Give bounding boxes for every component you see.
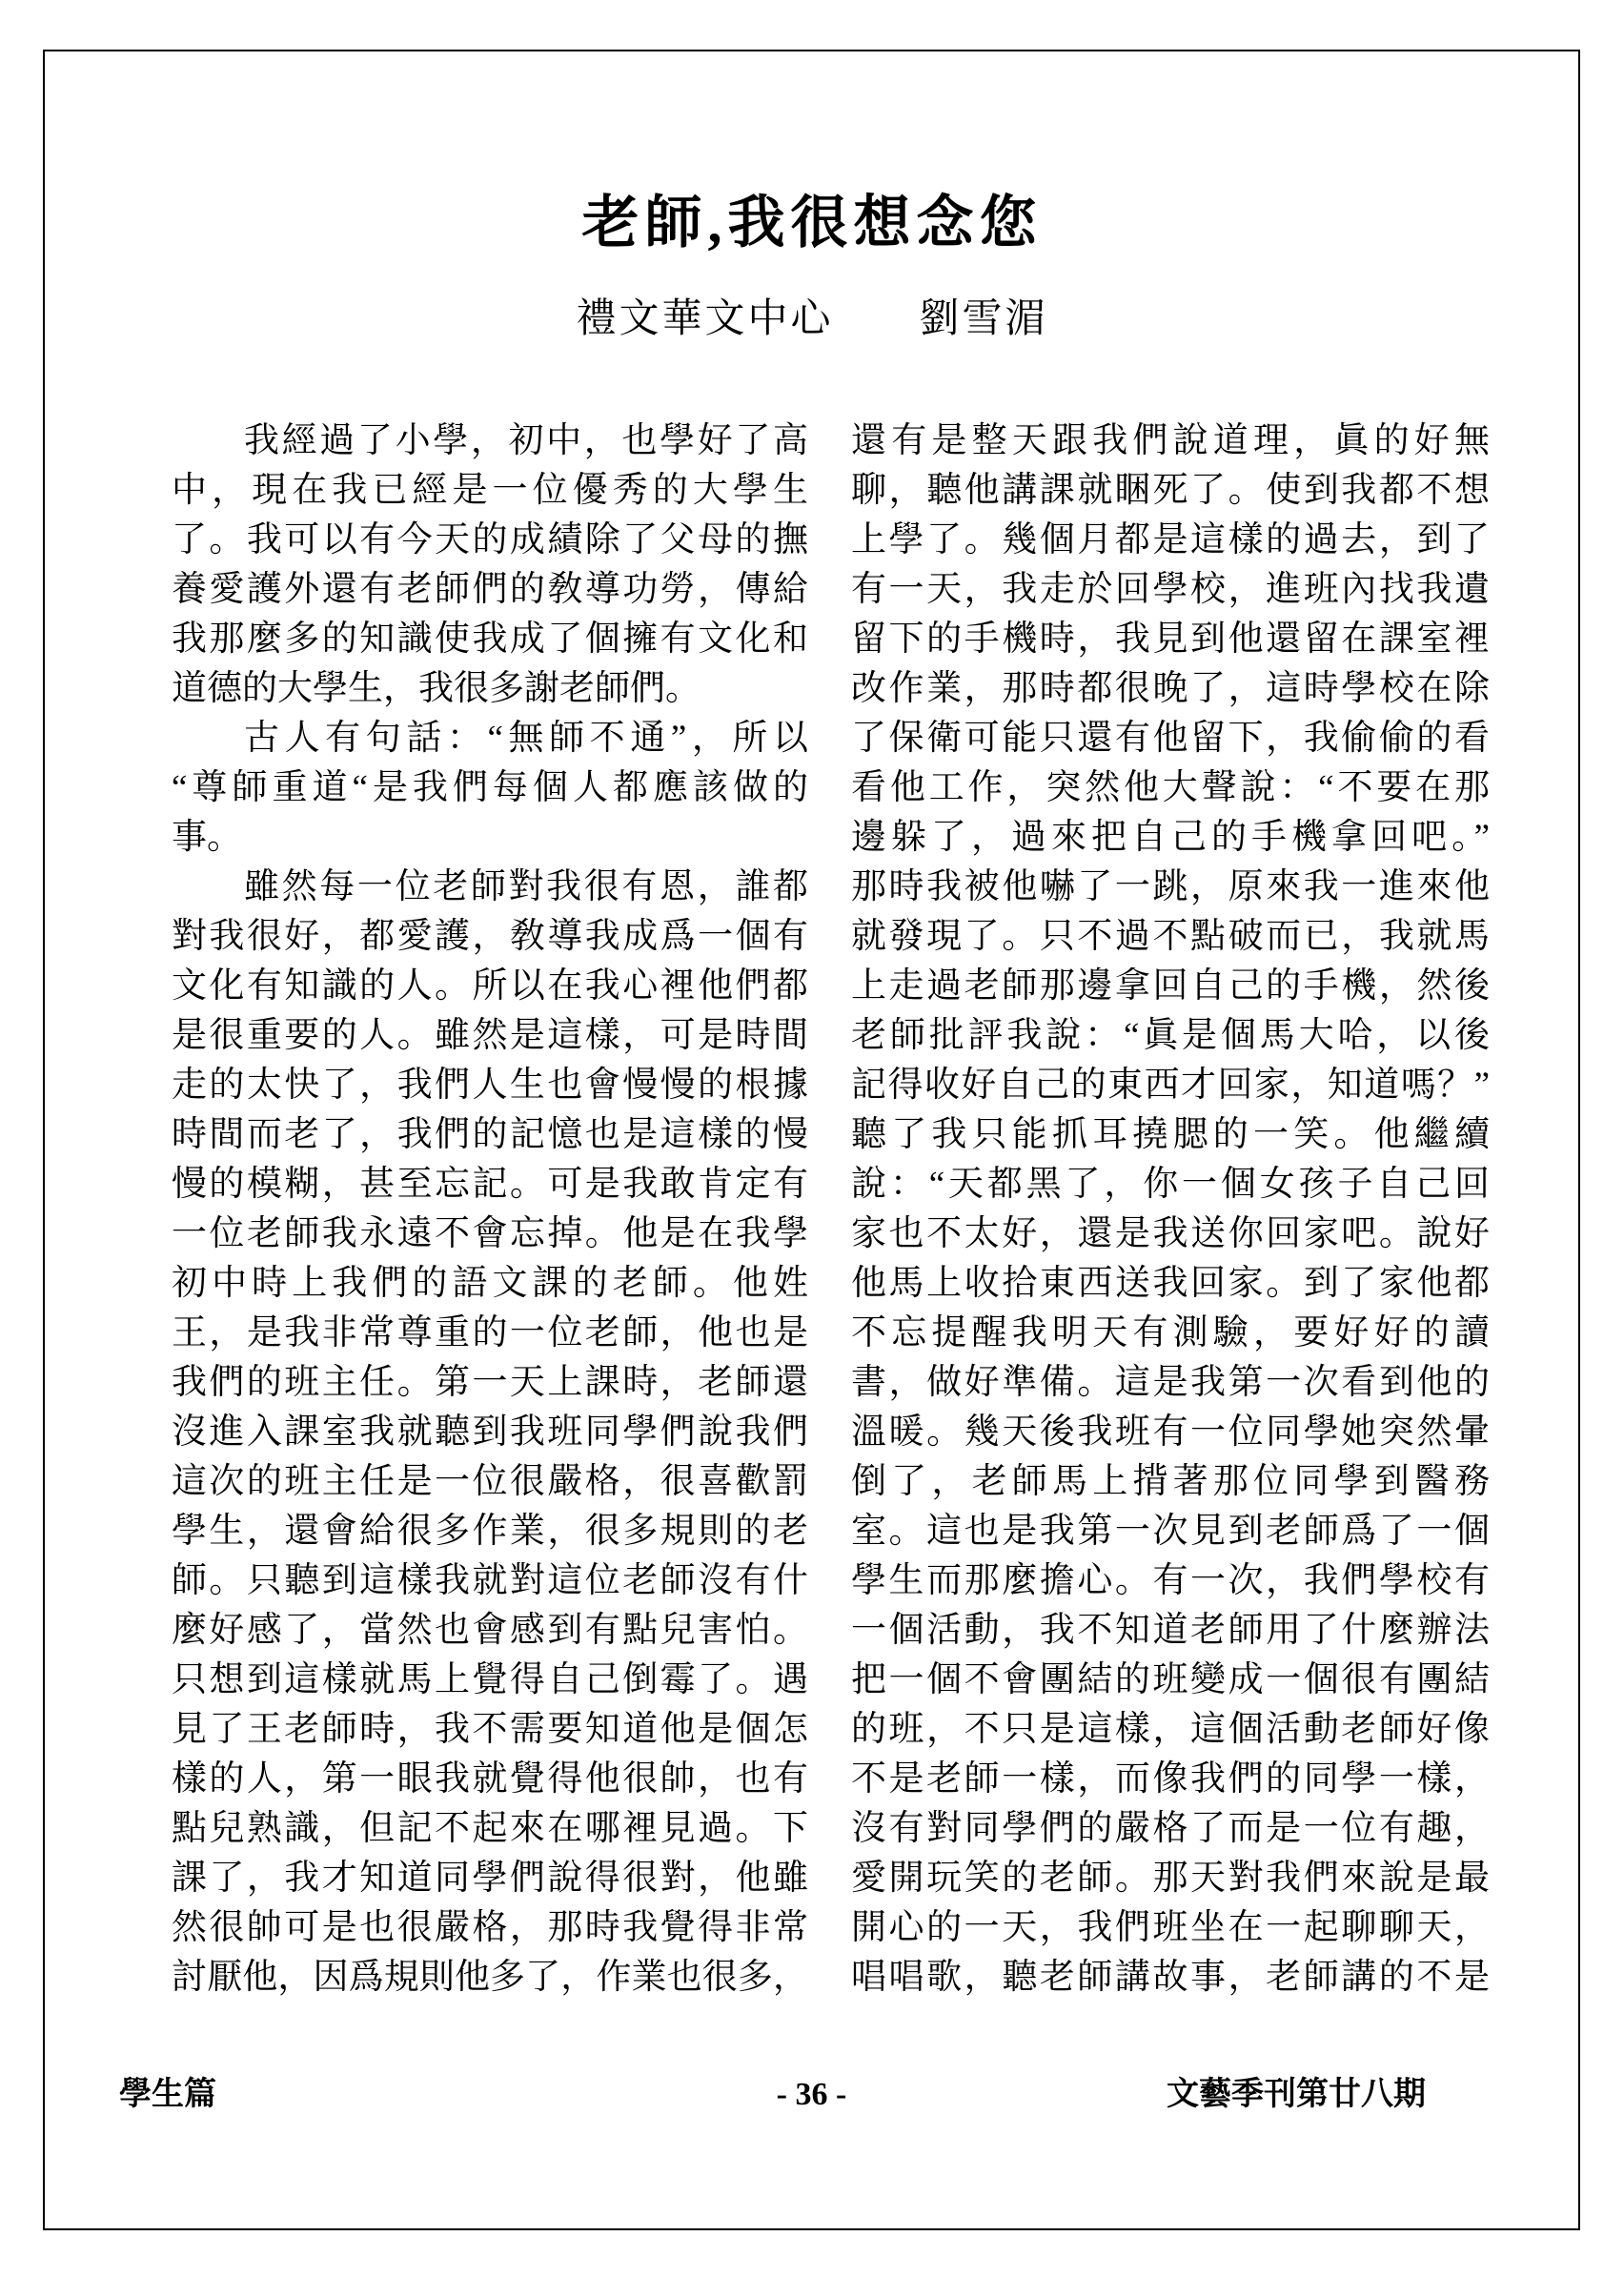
footer-page-number: - 36 - (776, 2077, 847, 2112)
text-line: 聊，聽他講課就睏死了。使到我都不想 (851, 471, 1490, 510)
text-line: 古人有句話：“無師不通”，所以 (244, 719, 808, 758)
text-line: 樣的人，第一眼我就覺得他很帥，也有 (172, 1759, 808, 1799)
text-line: 文化有知識的人。所以在我心裡他們都 (172, 966, 808, 1006)
text-line: 那時我被他嚇了一跳，原來我一進來他 (851, 867, 1490, 906)
text-line: 就發現了。只不過不點破而已，我就馬 (851, 917, 1490, 956)
text-line: 溫暖。幾天後我班有一位同學她突然暈 (851, 1413, 1490, 1452)
text-line: 沒進入課室我就聽到我班同學們說我們 (172, 1413, 808, 1452)
left-column (172, 417, 808, 2003)
text-line: 然很帥可是也很嚴格，那時我覺得非常 (172, 1908, 808, 1947)
article-byline: 禮文華文中心 劉雪湄 (576, 297, 1048, 341)
text-line: 家也不太好，還是我送你回家吧。說好 (851, 1214, 1490, 1253)
text-line: 中，現在我已經是一位優秀的大學生 (172, 471, 808, 510)
text-line: 改作業，那時都很晚了，這時學校在除 (851, 669, 1490, 708)
text-line: 不是老師一樣，而像我們的同學一樣， (851, 1759, 1490, 1799)
text-line: 討厭他，因爲規則他多了，作業也很多， (172, 1958, 808, 1997)
text-line: 事。 (172, 818, 242, 857)
text-line: 見了王老師時，我不需要知道他是個怎 (172, 1710, 808, 1749)
text-line: 了保衛可能只還有他留下，我偷偷的看 (851, 719, 1490, 758)
right-column (851, 417, 1490, 2003)
text-line: 上走過老師那邊拿回自己的手機，然後 (851, 966, 1490, 1006)
text-line: 點兒熟識，但記不起來在哪裡見過。下 (172, 1809, 808, 1848)
text-line: 不忘提醒我明天有測驗，要好好的讀 (851, 1313, 1490, 1352)
text-line: 留下的手機時，我見到他還留在課室裡 (851, 620, 1490, 659)
text-line: 我那麼多的知識使我成了個擁有文化和 (172, 620, 808, 659)
text-line: 對我很好，都愛護，敎導我成爲一個有 (172, 917, 808, 956)
footer-section-label: 學生篇 (119, 2077, 216, 2112)
text-line: 說：“天都黑了，你一個女孩子自己回 (851, 1165, 1490, 1204)
text-line: 唱唱歌，聽老師講故事，老師講的不是 (851, 1958, 1490, 1997)
text-line: 了。我可以有今天的成績除了父母的撫 (172, 520, 808, 559)
text-line: 室。這也是我第一次見到老師爲了一個 (851, 1512, 1490, 1551)
text-line: 他馬上收拾東西送我回家。到了家他都 (851, 1264, 1490, 1303)
text-line: 王，是我非常尊重的一位老師，他也是 (172, 1313, 808, 1352)
text-line: 上學了。幾個月都是這樣的過去，到了 (851, 520, 1490, 559)
text-line: 沒有對同學們的嚴格了而是一位有趣， (851, 1809, 1490, 1848)
text-line: 開心的一天，我們班坐在一起聊聊天， (851, 1908, 1490, 1947)
text-line: 書，做好準備。這是我第一次看到他的 (851, 1363, 1490, 1402)
text-line: 學生而那麼擔心。有一次，我們學校有 (851, 1561, 1490, 1600)
text-line: 有一天，我走於回學校，進班內找我遺 (851, 570, 1490, 609)
text-line: 我們的班主任。第一天上課時，老師還 (172, 1363, 808, 1402)
text-line: 師。只聽到這樣我就對這位老師沒有什 (172, 1561, 808, 1600)
text-line: “尊師重道“是我們每個人都應該做的 (172, 768, 808, 807)
text-line: 把一個不會團結的班變成一個很有團結 (851, 1660, 1490, 1699)
text-line: 慢的模糊，甚至忘記。可是我敢肯定有 (172, 1165, 808, 1204)
text-line: 我經過了小學，初中，也學好了高 (244, 421, 808, 460)
text-line: 只想到這樣就馬上覺得自己倒霉了。遇 (172, 1660, 808, 1699)
text-line: 這次的班主任是一位很嚴格，很喜歡罰 (172, 1462, 808, 1501)
text-line: 養愛護外還有老師們的敎導功勞，傳給 (172, 570, 808, 609)
text-line: 道德的大學生，我很多謝老師們。 (172, 669, 700, 708)
text-line: 是很重要的人。雖然是這樣，可是時間 (172, 1016, 808, 1055)
text-line: 看他工作，突然他大聲說：“不要在那 (851, 768, 1490, 807)
text-line: 聽了我只能抓耳撓腮的一笑。他繼續 (851, 1115, 1490, 1154)
article-title: 老師,我很想念您 (581, 192, 1043, 254)
text-line: 走的太快了，我們人生也會慢慢的根據 (172, 1066, 808, 1105)
text-line: 邊躲了，過來把自己的手機拿回吧。” (851, 818, 1490, 857)
text-line: 倒了，老師馬上揹著那位同學到醫務 (851, 1462, 1490, 1501)
footer-journal-label: 文藝季刊第廿八期 (1167, 2077, 1426, 2112)
text-line: 還有是整天跟我們說道理，眞的好無 (851, 421, 1490, 460)
text-line: 的班，不只是這樣，這個活動老師好像 (851, 1710, 1490, 1749)
text-line: 學生，還會給很多作業，很多規則的老 (172, 1512, 808, 1551)
text-line: 愛開玩笑的老師。那天對我們來說是最 (851, 1859, 1490, 1898)
text-line: 課了，我才知道同學們說得很對，他雖 (172, 1859, 808, 1898)
text-line: 初中時上我們的語文課的老師。他姓 (172, 1264, 808, 1303)
text-line: 老師批評我說：“眞是個馬大哈，以後 (851, 1016, 1490, 1055)
text-line: 一個活動，我不知道老師用了什麼辦法 (851, 1611, 1490, 1650)
text-line: 時間而老了，我們的記憶也是這樣的慢 (172, 1115, 808, 1154)
text-line: 麼好感了，當然也會感到有點兒害怕。 (172, 1611, 808, 1650)
text-line: 記得收好自己的東西才回家，知道嗎？” (851, 1066, 1490, 1105)
text-line: 雖然每一位老師對我很有恩，誰都 (244, 867, 808, 906)
text-line: 一位老師我永遠不會忘掉。他是在我學 (172, 1214, 808, 1253)
